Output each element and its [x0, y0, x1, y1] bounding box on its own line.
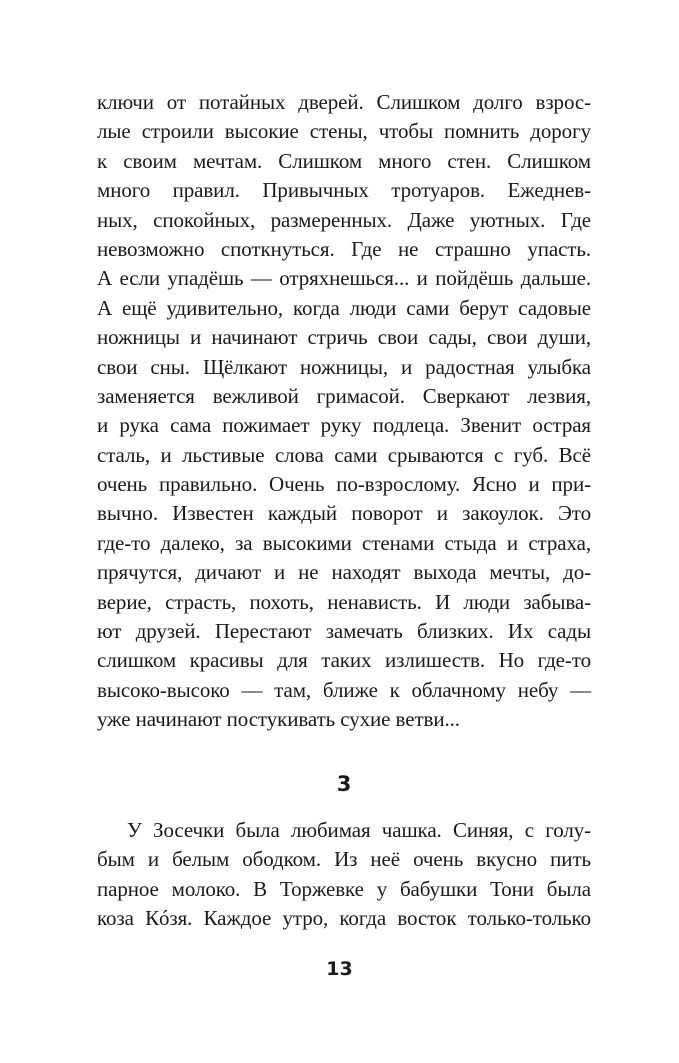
text-line: коза Кóзя. Каждое утро, когда восток только-только [97, 906, 591, 931]
text-line: ных, спокойных, размеренных. Даже уютных. Где [97, 207, 591, 232]
text-line: лые строили высокие стены, чтобы помнить дорогу [97, 119, 591, 144]
text-line: где-то далеко, за высокими стенами стыда и страха, [97, 530, 591, 555]
paragraph-2 [97, 816, 591, 934]
text-line: невозможно споткнуться. Где не страшно упасть. [97, 236, 591, 261]
text-line: уже начинают постукивать сухие ветви... [97, 707, 460, 732]
text-line: А ещё удивительно, когда люди сами берут садовые [97, 295, 591, 320]
text-line: очень правильно. Очень по-взрослому. Ясно и при- [97, 472, 591, 497]
chapter-heading: 3 [336, 772, 352, 796]
text-line: ножницы и начинают стричь свои сады, свои души, [97, 325, 591, 350]
page-number: 13 [326, 958, 353, 980]
text-line: слишком красивы для таких излишеств. Но где-то [97, 648, 591, 673]
text-line: и рука сама пожимает руку подлеца. Звенит острая [97, 413, 591, 438]
text-line: заменяется вежливой гримасой. Сверкают лезвия, [97, 383, 591, 408]
text-line: верие, страсть, похоть, ненависть. И люди забыва- [97, 589, 591, 614]
paragraph-1 [97, 88, 591, 735]
text-line: к своим мечтам. Слишком много стен. Слишком [97, 148, 591, 173]
text-line: У Зосечки была любимая чашка. Синяя, с голу- [127, 818, 591, 842]
text-line: ключи от потайных дверей. Слишком долго взрос- [97, 90, 591, 114]
text-line: ют друзей. Перестают замечать близких. Их сады [97, 619, 591, 644]
text-line: парное молоко. В Торжевке у бабушки Тони была [97, 876, 591, 901]
text-line: высоко-высоко — там, ближе к облачному небу — [97, 677, 591, 702]
text-line: свои сны. Щёлкают ножницы, и радостная улыбка [97, 354, 591, 379]
text-line: вычно. Известен каждый поворот и закоулок. Это [97, 501, 591, 526]
text-line: бым и белым ободком. Из неё очень вкусно пить [97, 847, 591, 872]
text-line: много правил. Привычных тротуаров. Ежеднев- [97, 178, 591, 203]
text-line: сталь, и льстивые слова сами срываются с губ. Всё [97, 442, 591, 467]
text-line: прячутся, дичают и не находят выхода мечты, до- [97, 560, 591, 585]
page-text-block [97, 88, 591, 931]
text-line: А если упадёшь — отряхнешься... и пойдёшь дальше. [97, 266, 591, 291]
